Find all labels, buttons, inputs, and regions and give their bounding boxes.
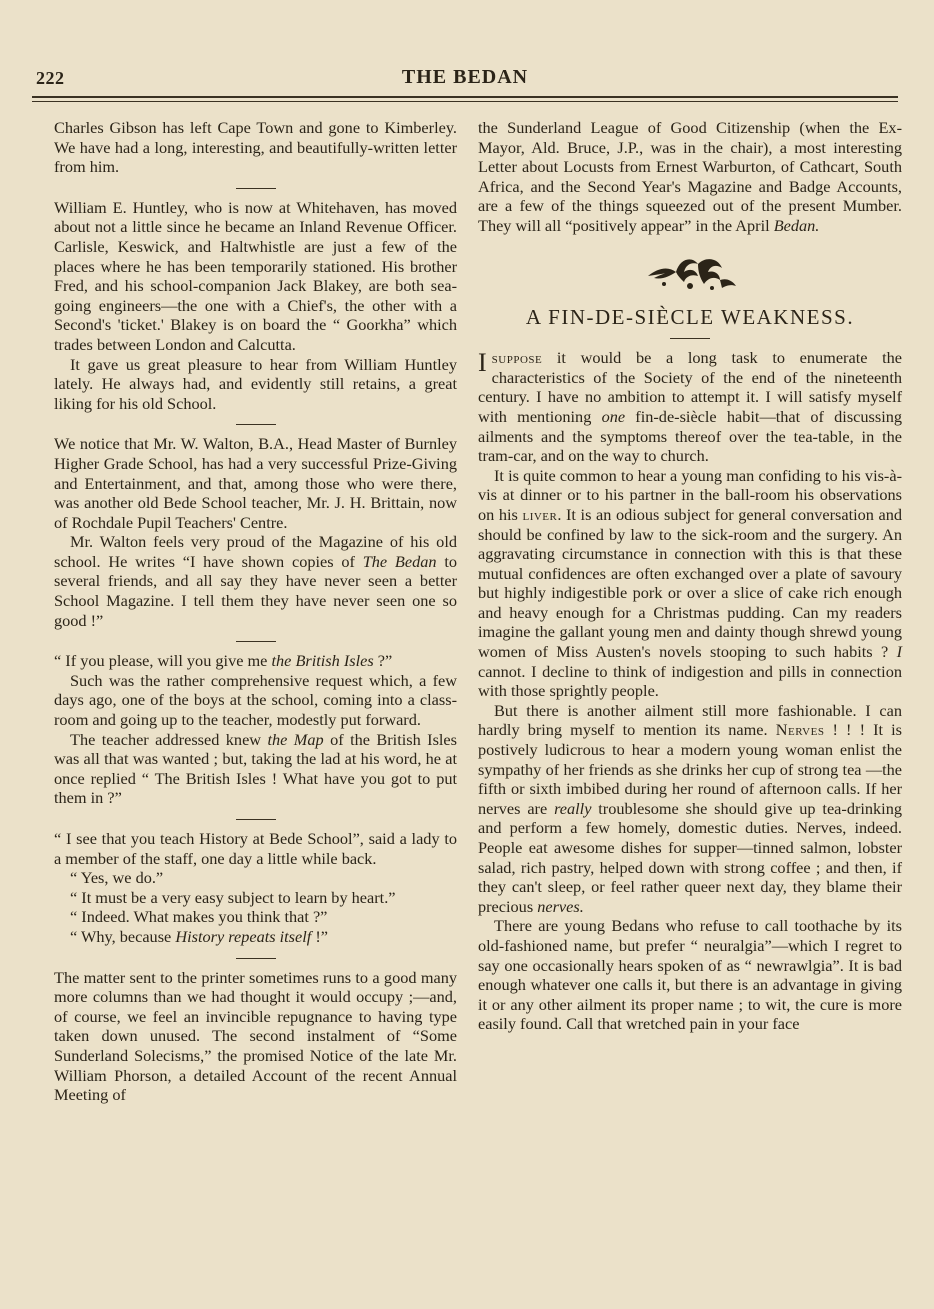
paragraph: We notice that Mr. W. Walton, B.A., Head Master of Burnley Higher Grade School, has had a very successful Prize-Giving and Entertainment, and that, among those who were there, was another old Bede School teacher, Mr. J. H. Brittain, now of Rochdale Pupil Teachers' Centre.: [54, 434, 457, 532]
paragraph: “ If you please, will you give me the British Isles ?”: [54, 651, 393, 671]
fleuron-ornament-icon: [640, 250, 740, 294]
running-title: THE BEDAN: [401, 66, 529, 88]
paragraph: “ Yes, we do.”: [70, 868, 164, 888]
paragraph: William E. Huntley, who is now at Whitehaven, has moved about not a little since he became an Inland Revenue Officer. Carlisle, Keswick, and Haltwhistle are just a few of the places where he has been temporarily stationed. His brother Fred, and his school-companion Jack Blakey, are both sea-going engineers—the one with a Chief's, the other with a Second's 'ticket.' Blakey is on board the “ Goorkha” which trades between London and Calcutta.: [54, 197, 457, 354]
drop-cap: I: [478, 348, 487, 378]
divider: [236, 958, 276, 959]
paragraph: “ I see that you teach History at Bede School”, said a lady to a member of the staff, one day a little while back.: [54, 829, 457, 868]
divider: [670, 338, 710, 339]
paragraph: But there is another ailment still more fashionable. I can hardly bring myself to mention its name. Nerves ! ! ! It is postively ludicrous to hear a modern young woman enlist the sympathy of her friends as she drinks her cup of strong tea —the fifth or sixth imbibed during her round of afternoon calls. If her nerves are really troublesome she should give up tea-drinking and perform a few homely, domestic duties. Nerves, indeed. People eat awesome dishes for supper—tinned salmon, lobster salad, rich pastry, helped down with strong coffee ; and then, if they can't sleep, or feel rather queer next day, they blame their precious nerves.: [478, 700, 903, 916]
header-rule-thin: [32, 101, 898, 102]
page-header: [32, 62, 898, 96]
divider: [236, 641, 276, 642]
paragraph: There are young Bedans who refuse to call toothache by its old-fashioned name, but prefer “ neuralgia”—which I regret to say one occasionally hears spoken of as “ newrawlgia”. It is bad enough whatever one calls it, but there is an advantage in giving it or any other ailment its proper name ; to wit, the cure is more easily found. Call that wretched pain in your face: [478, 916, 902, 1034]
paragraph: the Sunderland League of Good Citizenship (when the Ex-Mayor, Ald. Bruce, J.P., was in the chair), a most interesting Letter about Locusts from Ernest Warburton, of Cathcart, South Africa, and the Second Year's Magazine and Badge Accounts, are a few of the things squeezed out of the present Mumber. They will all “positively appear” in the April Bedan.: [478, 118, 902, 235]
paragraph: Isuppose it would be a long task to enumerate the characteristics of the Society of the end of the nineteenth century. I have no ambition to attempt it. I will satisfy myself with mentioning one fin-de-siècle habit—that of discussing ailments and the symptoms thereof over the tea-table, in the tram-car, and on the way to church.: [478, 348, 902, 466]
paragraph: “ It must be a very easy subject to learn by heart.”: [70, 887, 396, 907]
paragraph: Charles Gibson has left Cape Town and gone to Kimberley. We have had a long, interesting, and beautifully-written letter from him.: [54, 118, 457, 177]
paragraph: The matter sent to the printer sometimes runs to a good many more columns than we had thought it would occupy ;—and, of course, we feel an invincible repugnance to having type taken down unused. The second instalment of “Some Sunderland Solecisms,” the promised Notice of the late Mr. William Phorson, a detailed Account of the recent Annual Meeting of: [54, 967, 457, 1105]
section-title: A FIN-DE-SIÈCLE WEAKNESS.: [525, 304, 855, 329]
paragraph: It gave us great pleasure to hear from William Huntley lately. He always had, and evidently still retains, a great liking for his old School.: [54, 354, 457, 413]
right-column: [478, 118, 902, 1034]
paragraph: Mr. Walton feels very proud of the Magazine of his old school. He writes “I have shown copies of The Bedan to several friends, and all say they have never seen a better School Magazine. I tell them they have never seen one so good !”: [54, 532, 457, 630]
paragraph: The teacher addressed knew the Map of the British Isles was all that was wanted ; but, taking the lad at his word, he at once replied “ The British Isles ! What have you got to put them in ?”: [54, 729, 457, 808]
paragraph: “ Why, because History repeats itself !”: [70, 926, 329, 946]
page-number: 222: [36, 68, 65, 88]
paragraph: It is quite common to hear a young man confiding to his vis-à-vis at dinner or to his partner in the ball-room his observations on his liver. It is an odious subject for general conversation and should be confined by law to the sick-room and the surgery. An aggravating circumstance in connection with this is that these mutual confidences are often exchanged over a plate of savoury but highly indigestible pork or over a slice of cake rich enough and heavy enough for a Christmas pudding. Can my readers imagine the gallant young men and dainty though shrewd young women of Miss Austen's novels stooping to such habits ? I cannot. I decline to think of indigestion and pills in connection with those sprightly people.: [478, 465, 902, 701]
divider: [236, 819, 276, 820]
header-rule: [32, 96, 898, 98]
divider: [236, 188, 276, 189]
divider: [236, 424, 276, 425]
left-column: [54, 118, 457, 1105]
paragraph: Such was the rather comprehensive request which, a few days ago, one of the boys at the school, coming into a class-room and going up to the teacher, modestly put forward.: [54, 670, 457, 730]
paragraph: “ Indeed. What makes you think that ?”: [70, 907, 328, 927]
